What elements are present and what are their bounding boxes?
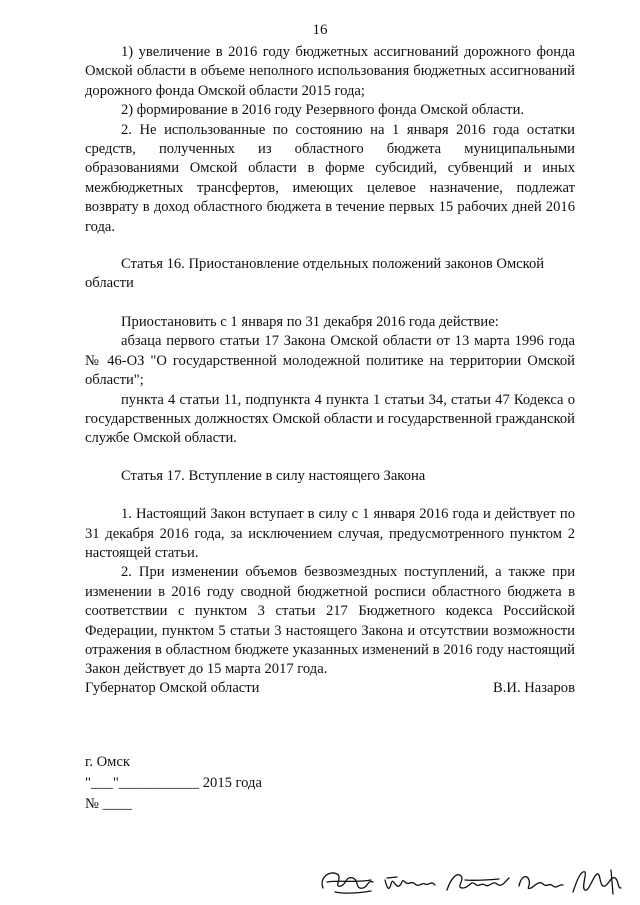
article-16-title: Статья 16. Приостановление отдельных положений законов Омской области bbox=[85, 256, 545, 292]
paragraph-effective-date: 1. Настоящий Закон вступает в силу с 1 января 2016 года и действует по 31 декабря 2016 года, за исключением случая, предусмотренного пунктом 2 настоящей статьи. bbox=[85, 506, 575, 561]
paragraph-suspend-intro: Приостановить с 1 января по 31 декабря 2016 года действие: bbox=[121, 313, 499, 330]
article-17-title: Статья 17. Вступление в силу настоящего Закона bbox=[121, 467, 426, 484]
page-number: 16 bbox=[312, 22, 328, 38]
signatory-position: Губернатор Омской области bbox=[85, 680, 260, 696]
handwritten-signatures bbox=[315, 858, 630, 903]
city-label: г. Омск bbox=[85, 754, 130, 770]
paragraph-suspend-code: пункта 4 статьи 11, подпункта 4 пункта 1 статьи 34, статьи 47 Кодекса о государственных должностях Омской области и государственной гражданской службе Омской области. bbox=[85, 391, 575, 447]
number-line: № ____ bbox=[85, 796, 132, 812]
signature-mark-2 bbox=[385, 877, 435, 888]
paragraph-item-1: 1) увеличение в 2016 году бюджетных ассигнований дорожного фонда Омской области в объеме неполного использования бюджетных ассигнований дорожного фонда Омской области 2015 года; bbox=[85, 44, 575, 99]
signature-mark-4 bbox=[519, 877, 563, 889]
signature-block bbox=[85, 680, 575, 697]
paragraph-item-2: 2) формирование в 2016 году Резервного фонда Омской области. bbox=[121, 102, 525, 119]
paragraph-budget-changes: 2. При изменении объемов безвозмездных поступлений, а также при изменении в 2016 году сводной бюджетной росписи областного бюджета в соответствии с пунктом 3 статьи 217 Бюджетного кодекса Российской Федерации, пунктом 5 статьи 3 настоящего Закона и отсутствии возможности отражения в областном бюджете указанных изменений в 2016 году настоящий Закон действует до 15 марта 2017 года. bbox=[85, 564, 575, 678]
signature-mark-1 bbox=[322, 873, 373, 893]
paragraph-suspend-law: абзаца первого статьи 17 Закона Омской области от 13 марта 1996 года № 46-ОЗ "О государственной молодежной политике на территории Омской области"; bbox=[85, 333, 575, 389]
place-date-block bbox=[85, 752, 262, 815]
signature-mark-5 bbox=[573, 870, 621, 894]
paragraph-unused-funds: 2. Не использованные по состоянию на 1 января 2016 года остатки средств, полученных из областного бюджета муниципальными образованиями Омской области в форме субсидий, субвенций и иных межбюджетных трансфертов, имеющих целевое назначение, подлежат возврату в доход областного бюджета в течение первых 15 рабочих дней 2016 года. bbox=[85, 121, 575, 235]
document-body bbox=[85, 43, 575, 680]
signature-mark-3 bbox=[447, 875, 509, 890]
date-line: "___"___________ 2015 года bbox=[85, 775, 262, 791]
signatory-name: В.И. Назаров bbox=[493, 680, 575, 696]
